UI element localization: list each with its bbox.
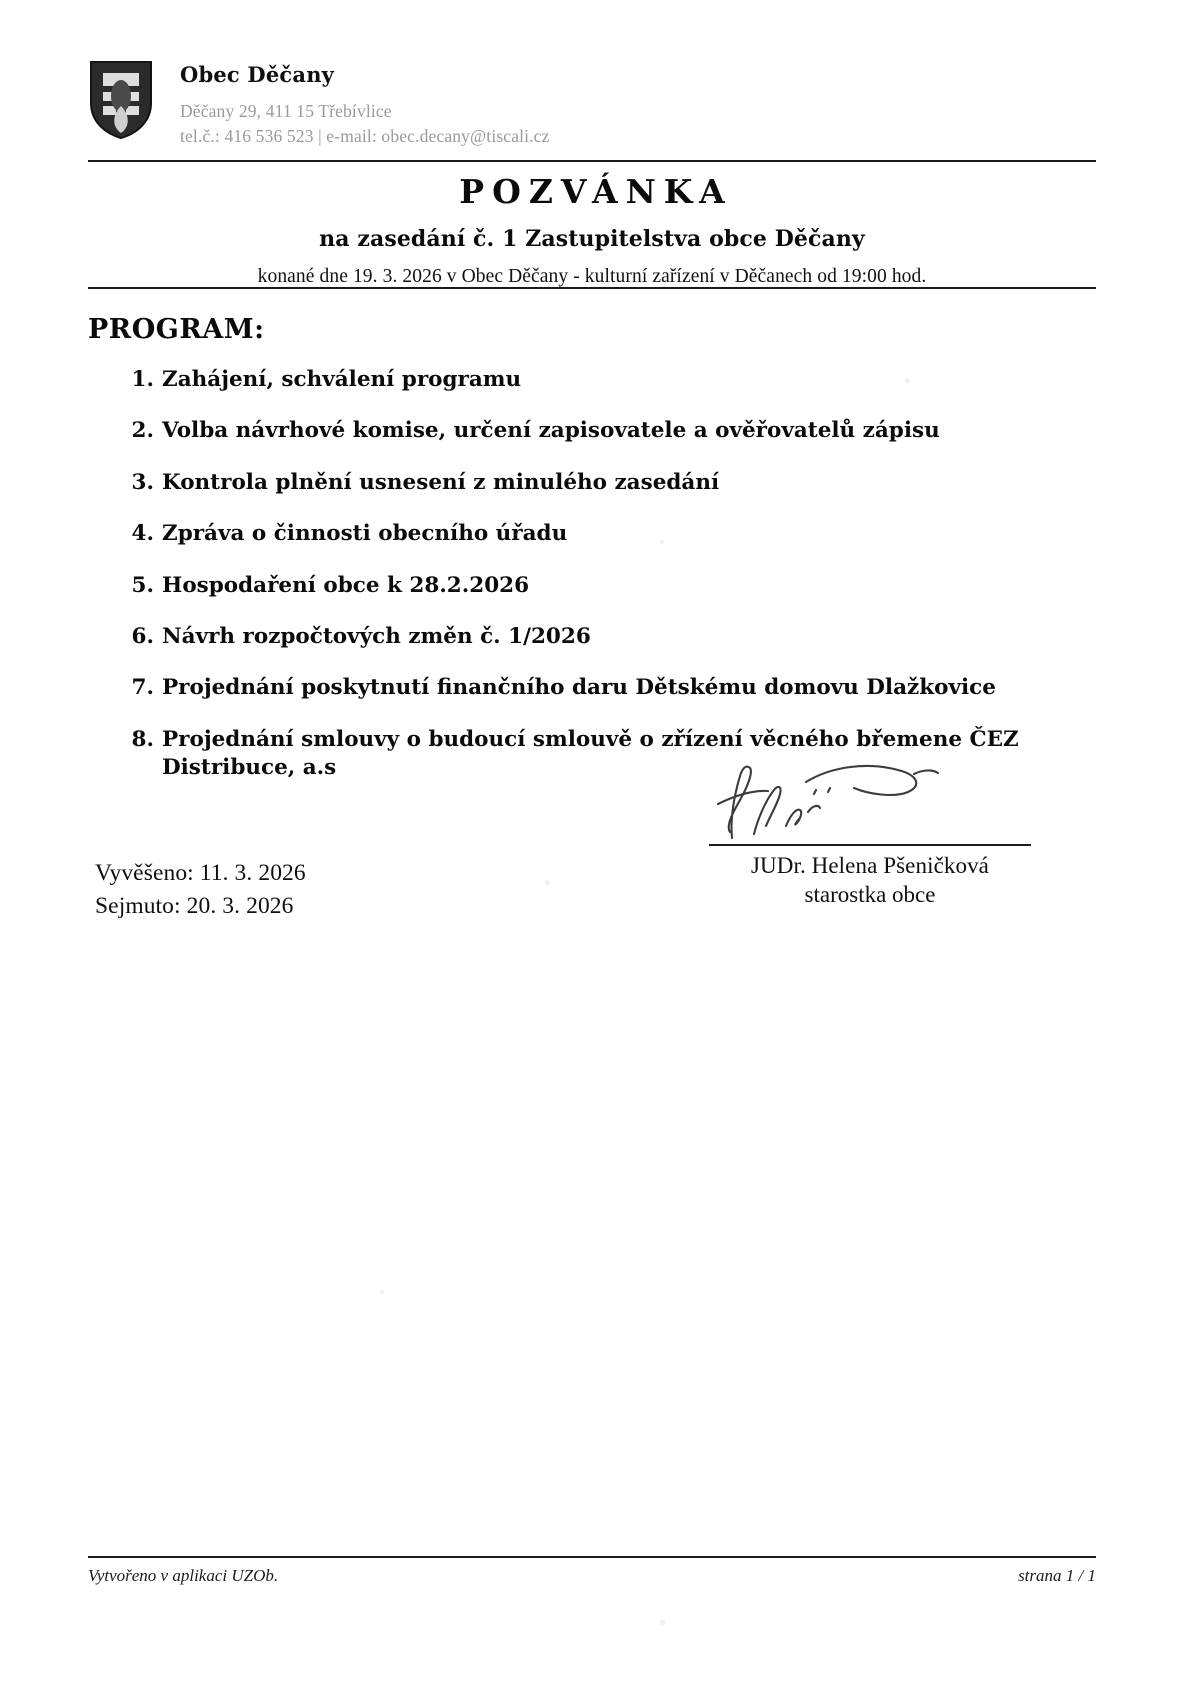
program-item	[124, 623, 1084, 651]
program-item	[124, 674, 1084, 702]
address-line: Děčany 29, 411 15 Třebívlice	[180, 101, 392, 122]
signatory-name: JUDr. Helena Pšeničková	[751, 853, 989, 878]
program-item	[124, 469, 1084, 497]
organization-contact	[180, 99, 550, 149]
meeting-datetime-line: konané dne 19. 3. 2026 v Obec Děčany - kulturní zařízení v Děčanech od 19:00 hod.	[257, 265, 927, 287]
footer	[88, 1566, 1096, 1586]
footer-created-by: Vytvořeno v aplikaci UZOb.	[88, 1566, 279, 1585]
organization-name: Obec Děčany	[180, 62, 335, 87]
program-item	[124, 520, 1084, 548]
program-item-number: 7.	[131, 675, 154, 701]
title-block	[88, 172, 1096, 288]
contact-line: tel.č.: 416 536 523 | e-mail: obec.decany@tiscali.cz	[180, 125, 550, 146]
program-item	[124, 366, 1084, 394]
page-title: POZVÁNKA	[459, 172, 733, 211]
program-item-number: 1.	[131, 367, 154, 392]
scan-artifact	[380, 1290, 384, 1294]
program-item-number: 3.	[131, 469, 154, 495]
signatory-role: starostka obce	[804, 882, 936, 907]
program-heading: PROGRAM:	[88, 314, 265, 345]
program-item-text: Kontrola plnění usnesení z minulého zasedání	[162, 469, 720, 495]
scan-artifact	[545, 880, 550, 885]
document-subtitle: na zasedání č. 1 Zastupitelstva obce Děčany	[319, 225, 865, 252]
removed-date: Sejmuto: 20. 3. 2026	[95, 893, 294, 920]
program-item-text: Návrh rozpočtových změn č. 1/2026	[162, 623, 591, 649]
program-item-number: 6.	[131, 623, 154, 649]
program-item-text: Hospodaření obce k 28.2.2026	[162, 572, 530, 598]
program-item-text: Projednání smlouvy o budoucí smlouvě o zřízení věcného břemene ČEZ Distribuce, a.s	[162, 726, 1019, 780]
program-item-text: Zpráva o činnosti obecního úřadu	[162, 521, 568, 547]
signature-line	[709, 844, 1031, 846]
program-item-number: 8.	[131, 726, 154, 752]
scan-artifact	[660, 1620, 665, 1625]
footer-page-label: strana 1 / 1	[1018, 1566, 1096, 1585]
program-item	[124, 417, 1084, 445]
footer-divider	[88, 1556, 1096, 1558]
title-divider	[88, 287, 1096, 289]
posted-date: Vyvěšeno: 11. 3. 2026	[95, 860, 306, 886]
header-divider	[88, 160, 1096, 162]
program-item-text: Volba návrhové komise, určení zapisovatele a ověřovatelů zápisu	[162, 418, 940, 444]
coat-of-arms-icon	[88, 59, 154, 141]
program-item-number: 5.	[131, 572, 154, 598]
program-item-number: 2.	[131, 418, 154, 444]
program-list	[124, 366, 1084, 805]
letterhead	[88, 55, 1098, 149]
program-item-text: Zahájení, schválení programu	[162, 367, 522, 392]
handwritten-signature-icon	[700, 760, 1040, 844]
program-item-text: Projednání poskytnutí finančního daru Dětskému domovu Dlažkovice	[162, 675, 996, 701]
organization-block	[180, 55, 550, 149]
signature-block	[700, 760, 1040, 908]
program-item	[124, 572, 1084, 600]
posting-dates	[95, 857, 306, 924]
program-item-number: 4.	[131, 521, 154, 547]
